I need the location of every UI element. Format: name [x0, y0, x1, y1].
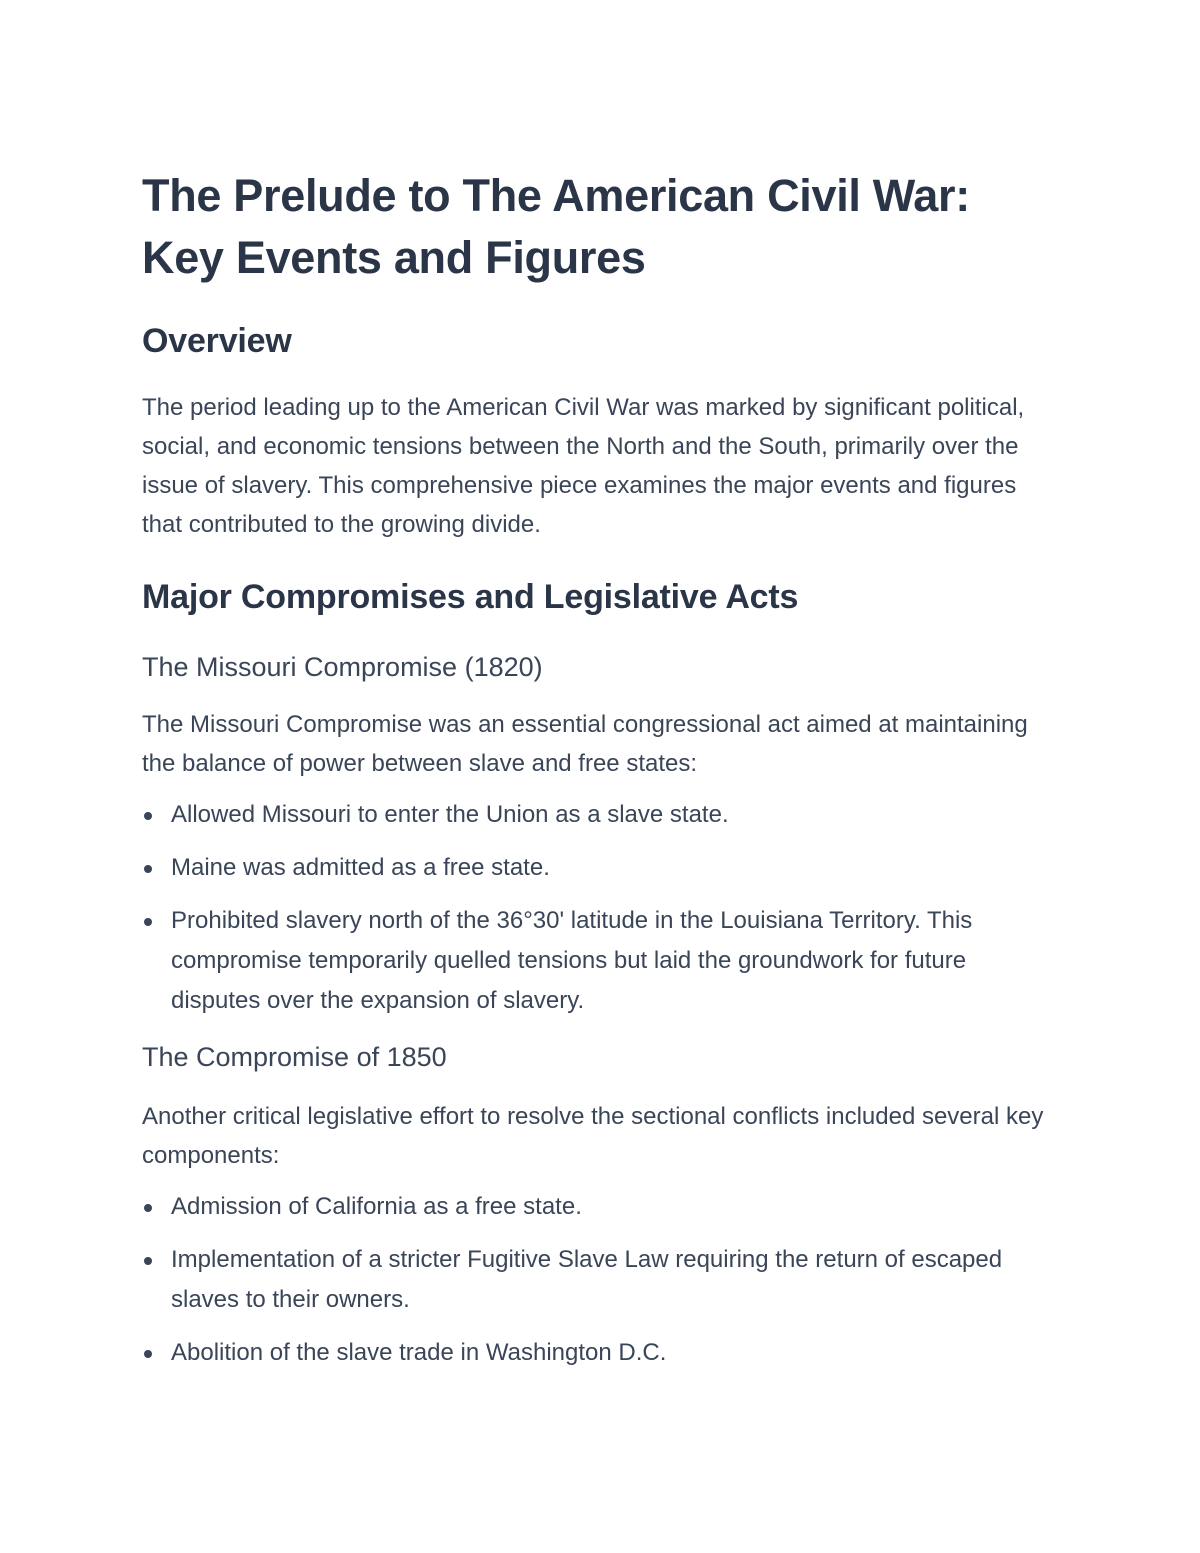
list-item: Allowed Missouri to enter the Union as a slave state.: [142, 795, 1062, 835]
missouri-compromise-heading: The Missouri Compromise (1820): [142, 652, 543, 682]
missouri-compromise-list: [142, 795, 1062, 1021]
compromise-1850-list: [142, 1187, 1062, 1373]
list-item: Implementation of a stricter Fugitive Slave Law requiring the return of escaped slaves to their owners.: [142, 1240, 1062, 1320]
overview-paragraph: The period leading up to the American Civil War was marked by significant political, social, and economic tensions between the North and the South, primarily over the issue of slavery. This comprehensive piece examines the major events and figures that contributed to the growing divide.: [142, 394, 1025, 538]
list-item: Maine was admitted as a free state.: [142, 848, 1062, 888]
list-item: Prohibited slavery north of the 36°30' latitude in the Louisiana Territory. This compromise temporarily quelled tensions but laid the groundwork for future disputes over the expansion of slavery.: [142, 901, 1062, 1021]
list-item: Admission of California as a free state.: [142, 1187, 1062, 1227]
compromises-heading: Major Compromises and Legislative Acts: [142, 578, 799, 616]
compromise-1850-heading: The Compromise of 1850: [142, 1042, 447, 1072]
missouri-compromise-intro: The Missouri Compromise was an essential congressional act aimed at maintaining the balance of power between slave and free states:: [142, 711, 1028, 777]
compromise-1850-intro: Another critical legislative effort to resolve the sectional conflicts included several key components:: [142, 1103, 1044, 1169]
page-title: The Prelude to The American Civil War: Key Events and Figures: [142, 170, 970, 283]
list-item: Abolition of the slave trade in Washington D.C.: [142, 1333, 1062, 1373]
overview-heading: Overview: [142, 322, 292, 360]
document-page: [142, 165, 1062, 1373]
